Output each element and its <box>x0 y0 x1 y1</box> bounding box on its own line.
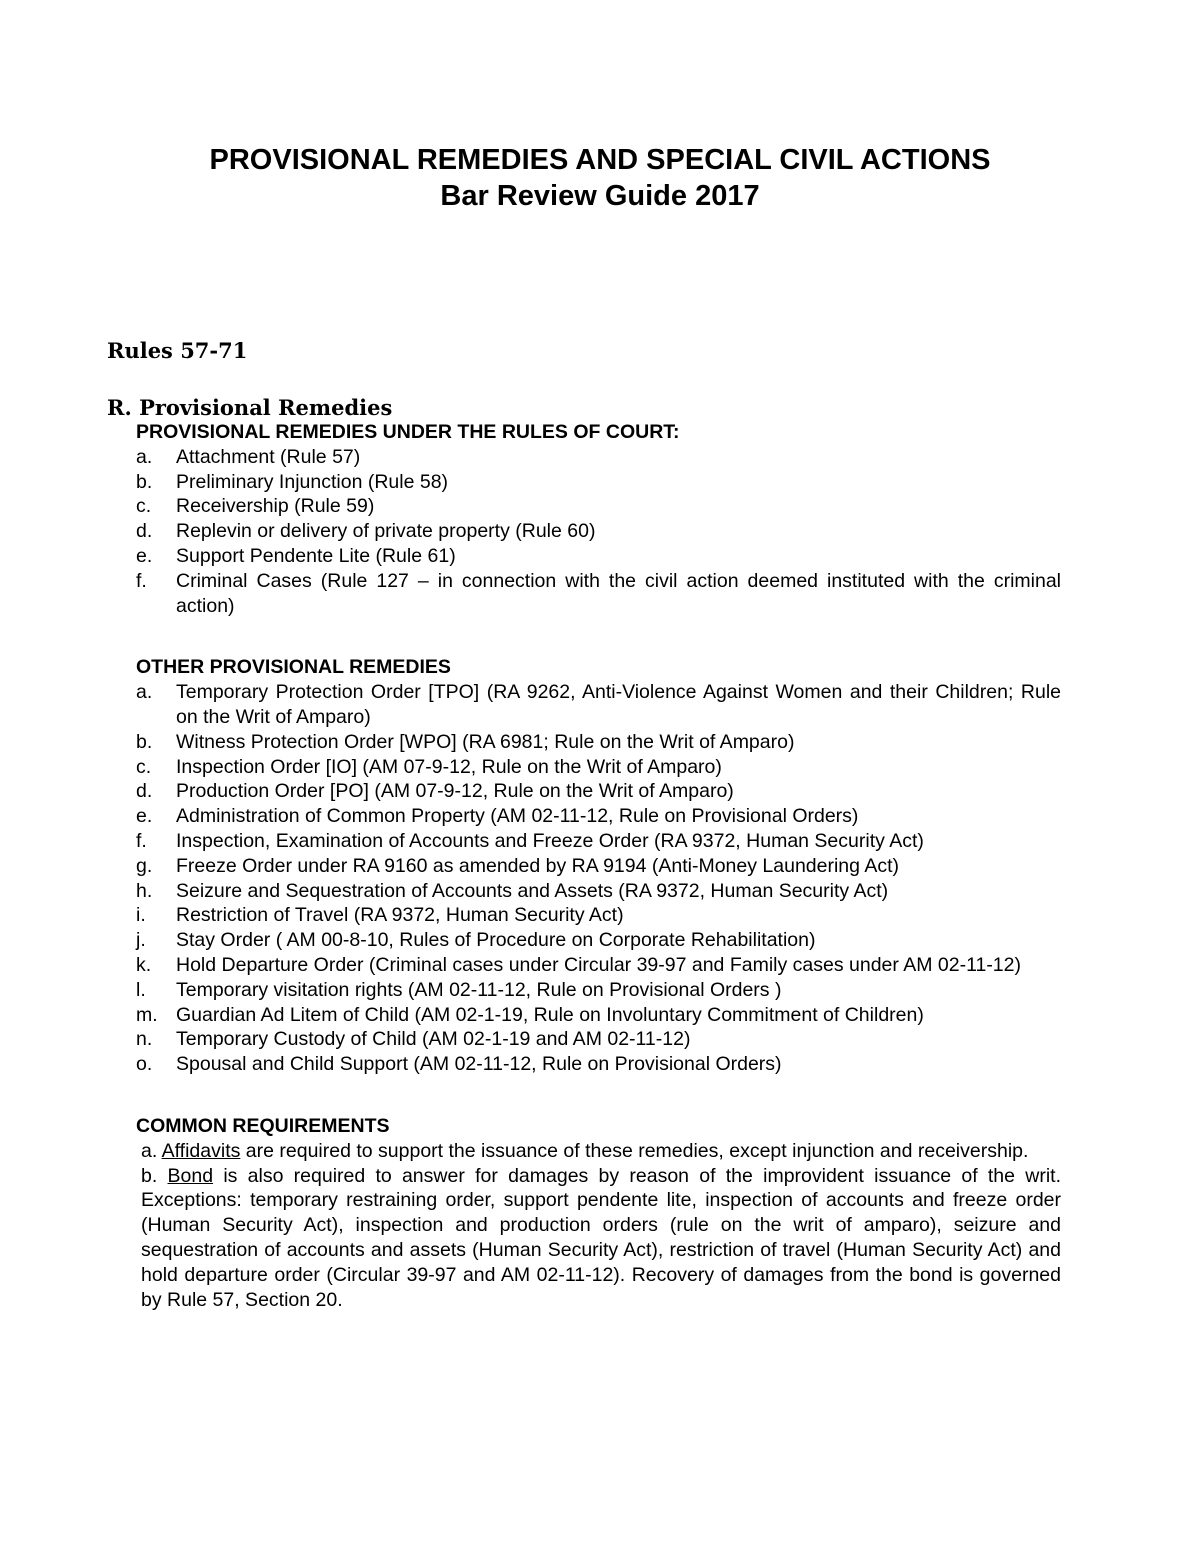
item-label: b. <box>136 470 153 493</box>
item-label: a. <box>136 445 153 468</box>
item-text: Temporary visitation rights (AM 02-11-12, Rule on Provisional Orders ) <box>176 978 782 1001</box>
req-b-text: is also required to answer for damages by reason of the improvident issuance of the writ. Exceptions: temporary restraining order, support pendente lite, inspection of accounts and freeze order (Human Security Act), inspection and production orders (rule on the writ of amparo), seizure and sequestration of accounts and assets (Human Security Act), restriction of travel (Human Security Act) and hold departure order (Circular 39-97 and AM 02-11-12). Recovery of damages from the bond is governed by Rule 57, Section 20. <box>141 1164 1061 1311</box>
item-text: Administration of Common Property (AM 02-11-12, Rule on Provisional Orders) <box>176 805 859 828</box>
title-line-2: Bar Review Guide 2017 <box>440 180 760 212</box>
requirement-affidavits <box>136 1139 1061 1164</box>
item-text: Restriction of Travel (RA 9372, Human Security Act) <box>176 904 624 927</box>
item-label: b. <box>136 730 153 753</box>
list-item <box>136 1027 1061 1052</box>
list-item <box>136 978 1061 1003</box>
list-item <box>136 903 1061 928</box>
spacer <box>136 618 1061 655</box>
rules-heading: Rules 57-71 <box>107 338 248 363</box>
list-item <box>136 494 1061 519</box>
item-label: k. <box>136 953 152 976</box>
item-text: Seizure and Sequestration of Accounts and Assets (RA 9372, Human Security Act) <box>176 879 889 902</box>
item-text: Witness Protection Order [WPO] (RA 6981; Rule on the Writ of Amparo) <box>176 730 795 753</box>
list-item <box>136 829 1061 854</box>
list-item <box>136 680 1061 730</box>
list-item <box>136 569 1061 619</box>
list-item <box>136 779 1061 804</box>
document-body <box>136 420 1061 1312</box>
item-label: h. <box>136 879 153 902</box>
list-item <box>136 953 1061 978</box>
req-b-label: b. <box>141 1164 158 1187</box>
item-text: Production Order [PO] (AM 07-9-12, Rule on the Writ of Amparo) <box>176 780 734 803</box>
item-text: Support Pendente Lite (Rule 61) <box>176 544 456 567</box>
item-text: Criminal Cases (Rule 127 – in connection with the civil action deemed instituted with the criminal action) <box>176 569 1061 617</box>
section-heading: R. Provisional Remedies <box>107 395 393 420</box>
other-remedies-heading: OTHER PROVISIONAL REMEDIES <box>136 656 451 679</box>
item-text: Receivership (Rule 59) <box>176 495 375 518</box>
list-item <box>136 544 1061 569</box>
common-requirements-heading: COMMON REQUIREMENTS <box>136 1114 390 1137</box>
req-a-label: a. <box>141 1139 158 1162</box>
item-text: Inspection, Examination of Accounts and Freeze Order (RA 9372, Human Security Act) <box>176 829 924 852</box>
list-item <box>136 879 1061 904</box>
item-label: i. <box>136 904 146 927</box>
item-label: a. <box>136 681 153 704</box>
rules-of-court-list <box>136 445 1061 619</box>
list-item <box>136 730 1061 755</box>
list-item <box>136 755 1061 780</box>
title-line-1: PROVISIONAL REMEDIES AND SPECIAL CIVIL ACTIONS <box>209 144 991 176</box>
list-item <box>136 1052 1061 1077</box>
item-label: e. <box>136 805 153 828</box>
affidavits-term: Affidavits <box>161 1139 241 1162</box>
item-text: Stay Order ( AM 00-8-10, Rules of Procedure on Corporate Rehabilitation) <box>176 929 816 952</box>
item-label: d. <box>136 780 153 803</box>
item-text: Freeze Order under RA 9160 as amended by RA 9194 (Anti-Money Laundering Act) <box>176 854 900 877</box>
item-label: e. <box>136 544 153 567</box>
item-text: Hold Departure Order (Criminal cases under Circular 39-97 and Family cases under AM 02-11-12) <box>176 953 1021 976</box>
list-item <box>136 470 1061 495</box>
item-label: f. <box>136 829 147 852</box>
item-label: m. <box>136 1003 158 1026</box>
list-item <box>136 854 1061 879</box>
item-label: g. <box>136 854 153 877</box>
item-label: c. <box>136 495 152 518</box>
list-item <box>136 804 1061 829</box>
list-item <box>136 1003 1061 1028</box>
other-remedies-list <box>136 680 1061 1077</box>
item-label: c. <box>136 755 152 778</box>
item-text: Preliminary Injunction (Rule 58) <box>176 470 449 493</box>
item-text: Temporary Custody of Child (AM 02-1-19 and AM 02-11-12) <box>176 1028 691 1051</box>
rules-of-court-heading: PROVISIONAL REMEDIES UNDER THE RULES OF COURT: <box>136 421 680 443</box>
document-title <box>0 142 1200 214</box>
item-label: d. <box>136 520 153 543</box>
item-text: Attachment (Rule 57) <box>176 445 361 468</box>
list-item <box>136 445 1061 470</box>
requirement-bond <box>136 1164 1061 1313</box>
bond-term: Bond <box>167 1164 214 1187</box>
list-item <box>136 519 1061 544</box>
item-text: Temporary Protection Order [TPO] (RA 9262, Anti-Violence Against Women and their Children; Rule on the Writ of Amparo) <box>176 681 1061 728</box>
list-item <box>136 928 1061 953</box>
item-label: j. <box>136 929 146 952</box>
req-a-text: are required to support the issuance of these remedies, except injunction and receivership. <box>245 1139 1029 1162</box>
item-text: Inspection Order [IO] (AM 07-9-12, Rule on the Writ of Amparo) <box>176 755 722 778</box>
spacer <box>136 1077 1061 1114</box>
item-text: Guardian Ad Litem of Child (AM 02-1-19, Rule on Involuntary Commitment of Children) <box>176 1003 924 1026</box>
item-label: o. <box>136 1053 153 1076</box>
item-text: Spousal and Child Support (AM 02-11-12, Rule on Provisional Orders) <box>176 1053 782 1076</box>
item-label: f. <box>136 569 147 592</box>
item-label: n. <box>136 1028 153 1051</box>
item-label: l. <box>136 978 146 1001</box>
item-text: Replevin or delivery of private property (Rule 60) <box>176 520 596 543</box>
